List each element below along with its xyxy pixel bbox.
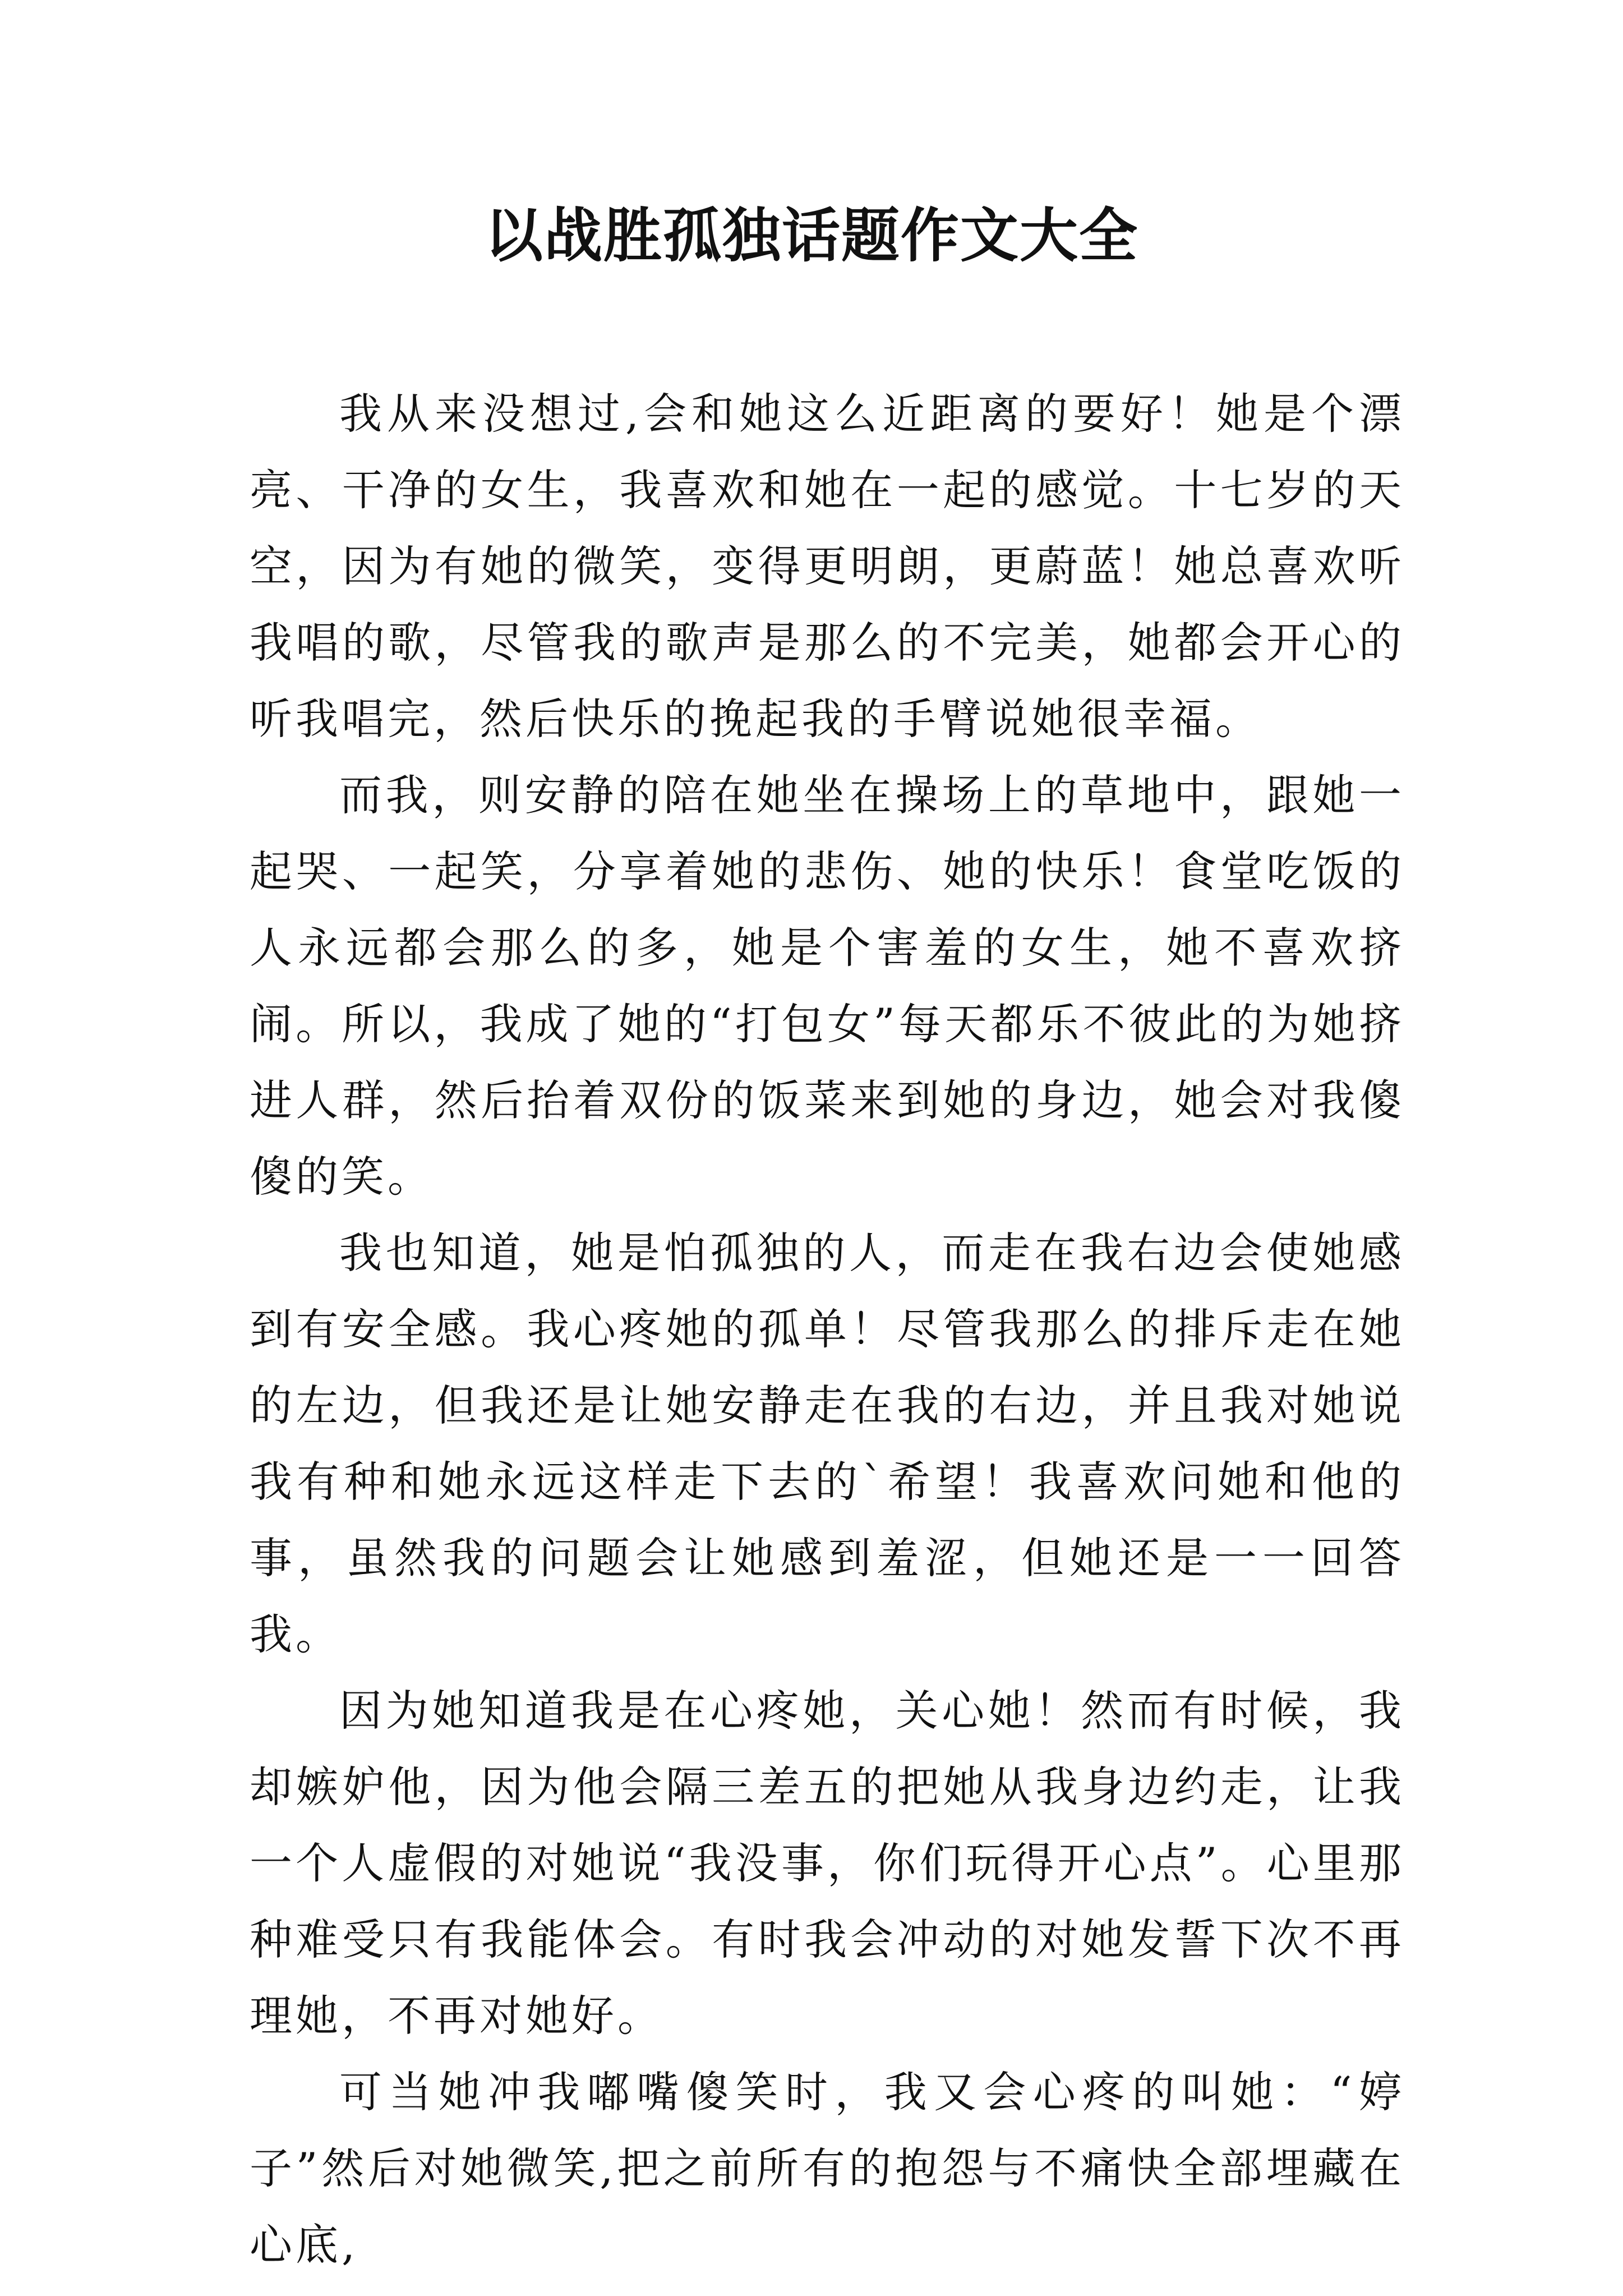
paragraph: 因为她知道我是在心疼她，关心她！然而有时候，我却嫉妒他，因为他会隔三差五的把她从我身边约走，让我一个人虚假的对她说“我没事，你们玩得开心点”。心里那种难受只有我能体会。有时我会冲动的对她发誓下次不再理她，不再对她好。 (250, 1686, 1405, 2041)
paragraph: 而我，则安静的陪在她坐在操场上的草地中，跟她一起哭、一起笑，分享着她的悲伤、她的快乐！食堂吃饭的人永远都会那么的多，她是个害羞的女生，她不喜欢挤闹。所以，我成了她的“打包女”每天都乐不彼此的为她挤进人群，然后抬着双份的饭菜来到她的身边，她会对我傻傻的笑。 (250, 770, 1405, 1202)
document-title: 以战胜孤独话题作文大全 (484, 201, 1138, 270)
document-body (250, 376, 1405, 2283)
paragraph: 我也知道，她是怕孤独的人，而走在我右边会使她感到有安全感。我心疼她的孤单！尽管我那么的排斥走在她的左边，但我还是让她安静走在我的右边，并且我对她说我有种和她永远这样走下去的`希望！我喜欢问她和他的事，虽然我的问题会让她感到羞涩，但她还是一一回答我。 (250, 1228, 1405, 1659)
paragraph: 可当她冲我嘟嘴傻笑时，我又会心疼的叫她：“婷子”然后对她微笑,把之前所有的抱怨与不痛快全部埋藏在心底, (250, 2067, 1405, 2270)
paragraph: 我从来没想过,会和她这么近距离的要好！她是个漂亮、干净的女生，我喜欢和她在一起的感觉。十七岁的天空，因为有她的微笑，变得更明朗，更蔚蓝！她总喜欢听我唱的歌，尽管我的歌声是那么的不完美，她都会开心的听我唱完，然后快乐的挽起我的手臂说她很幸福。 (250, 389, 1405, 744)
